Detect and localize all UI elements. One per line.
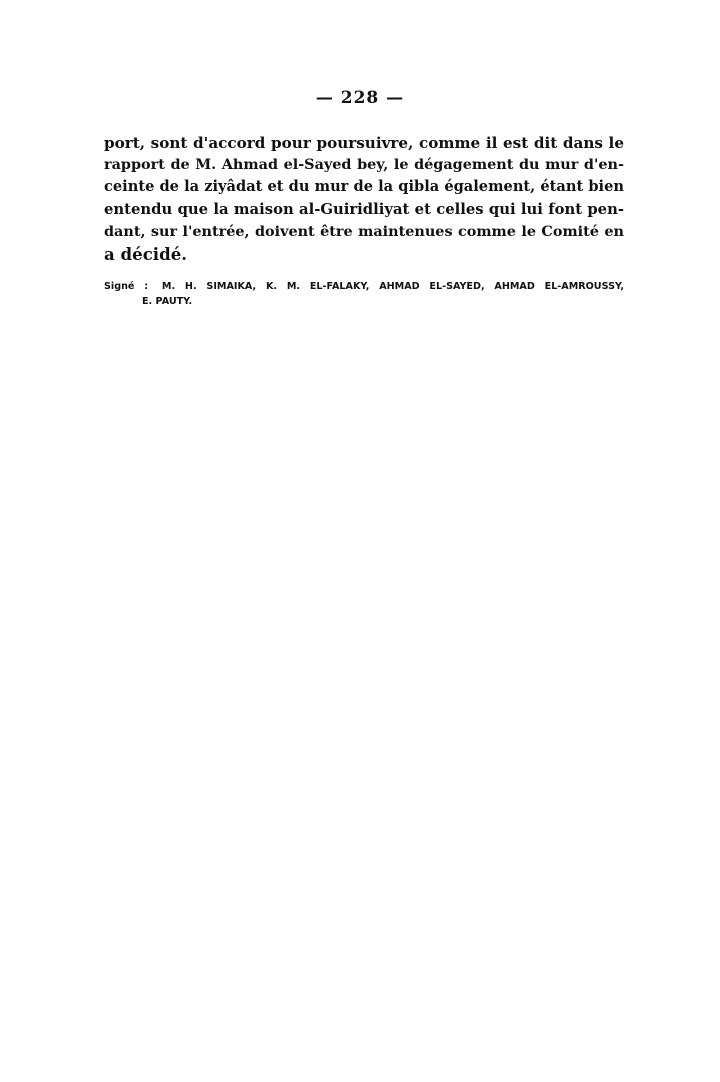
- signature-block: [104, 279, 624, 309]
- page-number: — 228 —: [315, 88, 405, 108]
- body-line-2: rapport de M. Ahmad el-Sayed bey, le dégagement du mur d'en-: [104, 156, 624, 174]
- signature-line-1: [104, 279, 624, 294]
- signatories: M. H. SIMAIKA, K. M. EL-FALAKY, AHMAD EL-SAYED, AHMAD EL-AMROUSSY,: [161, 281, 624, 292]
- body-paragraph: [104, 132, 624, 265]
- body-line-1: port, sont d'accord pour poursuivre, comme il est dit dans le: [104, 134, 624, 152]
- signature-line-2: E. PAUTY.: [142, 296, 193, 307]
- body-line-3: ceinte de la ziyâdat et du mur de la qibla également, étant bien: [104, 178, 624, 196]
- body-line-5: dant, sur l'entrée, doivent être maintenues comme le Comité en: [104, 222, 624, 240]
- body-line-4: entendu que la maison al-Guiridliyat et celles qui lui font pen-: [104, 200, 624, 218]
- signature-label: Signé :: [104, 281, 149, 292]
- body-line-6: a décidé.: [104, 243, 188, 264]
